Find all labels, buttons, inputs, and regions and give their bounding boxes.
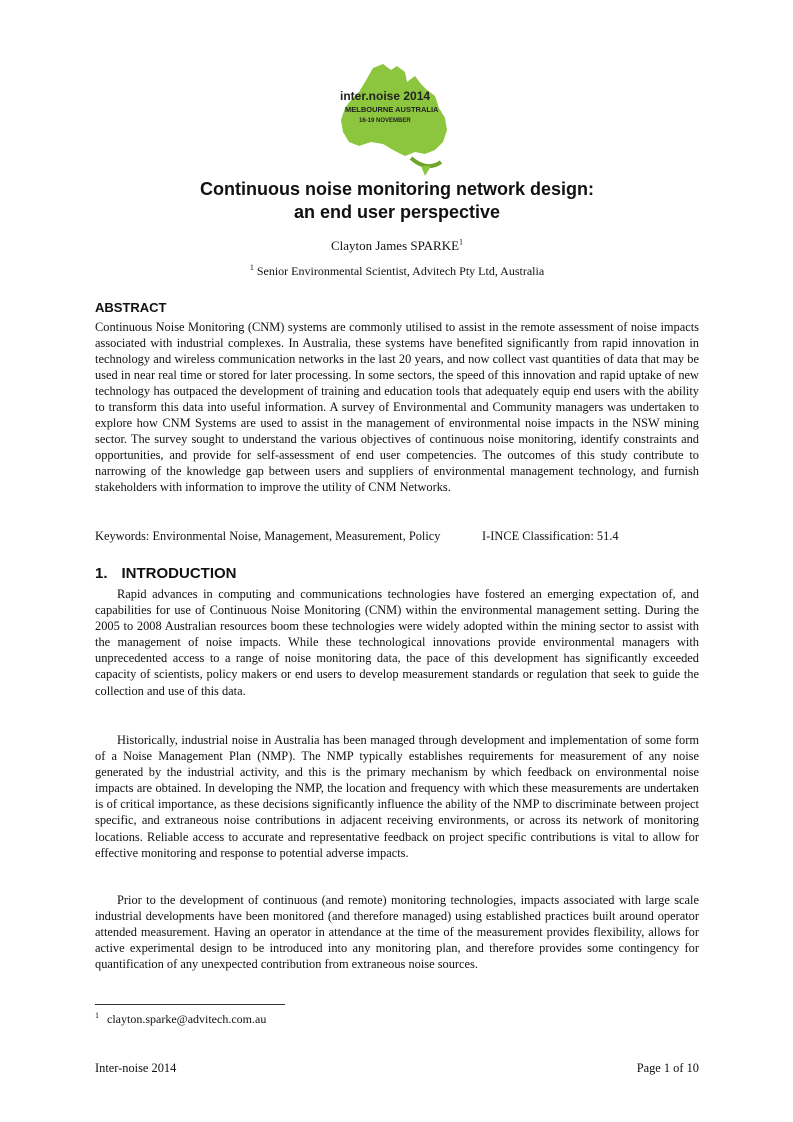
title-line-1: Continuous noise monitoring network design: [200,179,594,199]
title-line-2: an end user perspective [293,202,501,222]
intro-paragraph-3: Prior to the development of continuous (and remote) monitoring technologies, impacts associated with large scale industrial developments have been monitored (and therefore managed) using established practices built around operator attended measurement. Having an operator in attendance at the time of the measurement provides flexibility, allows for active experimental design to be introduced into any monitoring plan, and therefore provides some contingency for quantification of any unexpected contribution from extraneous noise sources. [95,893,699,972]
classification-text: I-INCE Classification: 51.4 [482,529,619,543]
footnote-mark: 1 [95,1011,99,1020]
section-heading [95,565,237,582]
section-title: INTRODUCTION [121,565,237,582]
footnote-divider [95,1004,285,1005]
section-number: 1. [95,565,108,582]
affiliation-text: Senior Environmental Scientist, Advitech Pty Ltd, Australia [256,264,545,278]
affiliation-mark: 1 [249,263,254,272]
intro-paragraph-1: Rapid advances in computing and communications technologies have fostered an emerging expectation of, and capabilities for use of Continuous Noise Monitoring (CNM) within the environmental management setting. During the 2005 to 2008 Australian resources boom these technologies were widely adopted within the mining sector to assist with the management of noise impacts. While these technological innovations provide environmental managers with unprecedented access to a range of noise monitoring data, the pace of this development has significantly exceeded capacity of scientists, policy makers or end users to develop measurement standards or regulation that seek to guide the collection and use of this data. [95,587,699,698]
keywords-line [95,529,699,544]
conference-logo [335,62,455,180]
footer-page-number: Page 1 of 10 [636,1061,699,1075]
author-name: Clayton James SPARKE [330,238,460,253]
logo-dates: 16-19 NOVEMBER [359,118,411,124]
paper-title [95,178,699,224]
author [95,238,699,254]
abstract-text: Continuous Noise Monitoring (CNM) systems are commonly utilised to assist in the remote assessment of noise impacts associated with industrial complexes. In Australia, these systems have benefited significantly from rapid innovation in technology and wireless communication networks in the last 20 years, and now collect vast quantities of data that may be used in near real time or stored for later processing. In some sectors, the speed of this innovation and rapid uptake of new technology has outpaced the development of training and education tools that adequately equip end users with the ability to transform this data into useful information. A survey of Environmental and Community managers was undertaken to explore how CNM Systems are used to assist in the management of environmental noise impacts in the NSW mining sector. The survey sought to understand the various objectives of continuous noise monitoring, identify constraints and opportunities, and provide for self-assessment of end user competencies. The outcomes of this study contribute to narrowing of the knowledge gap between users and suppliers of environmental management technology, and furnish stakeholders with information to improve the utility of CNM Networks. [95,320,699,494]
footnote-email: clayton.sparke@advitech.com.au [107,1012,267,1026]
logo-location: MELBOURNE AUSTRALIA [345,105,439,114]
footer-conference: Inter-noise 2014 [95,1061,177,1075]
australia-map-logo-icon [335,62,455,180]
intro-paragraph-2: Historically, industrial noise in Australia has been managed through development and implementation of some form of a Noise Management Plan (NMP). The NMP typically establishes requirements for measurement of any noise generated by the industrial activity, and this is the primary mechanism by which feedback on environmental noise impacts are obtained. In developing the NMP, the location and frequency with which these measurements are undertaken is of critical importance, as these decisions significantly influence the ability of the NMP to discriminate between project specific, and extraneous noise contributions in adjacent receiving environments, or across its network of monitoring locations. Reliable access to accurate and representative feedback on project specific contributions is vital to allow for effective monitoring and response to potential adverse impacts. [95,733,699,860]
affiliation [95,264,699,279]
footnote [95,1012,266,1027]
abstract-heading: ABSTRACT [95,300,167,315]
paper-page [95,0,699,1122]
keywords-text: Keywords: Environmental Noise, Management, Measurement, Policy [95,529,441,543]
logo-title: inter.noise 2014 [340,89,431,103]
author-footnote-mark: 1 [459,237,464,247]
